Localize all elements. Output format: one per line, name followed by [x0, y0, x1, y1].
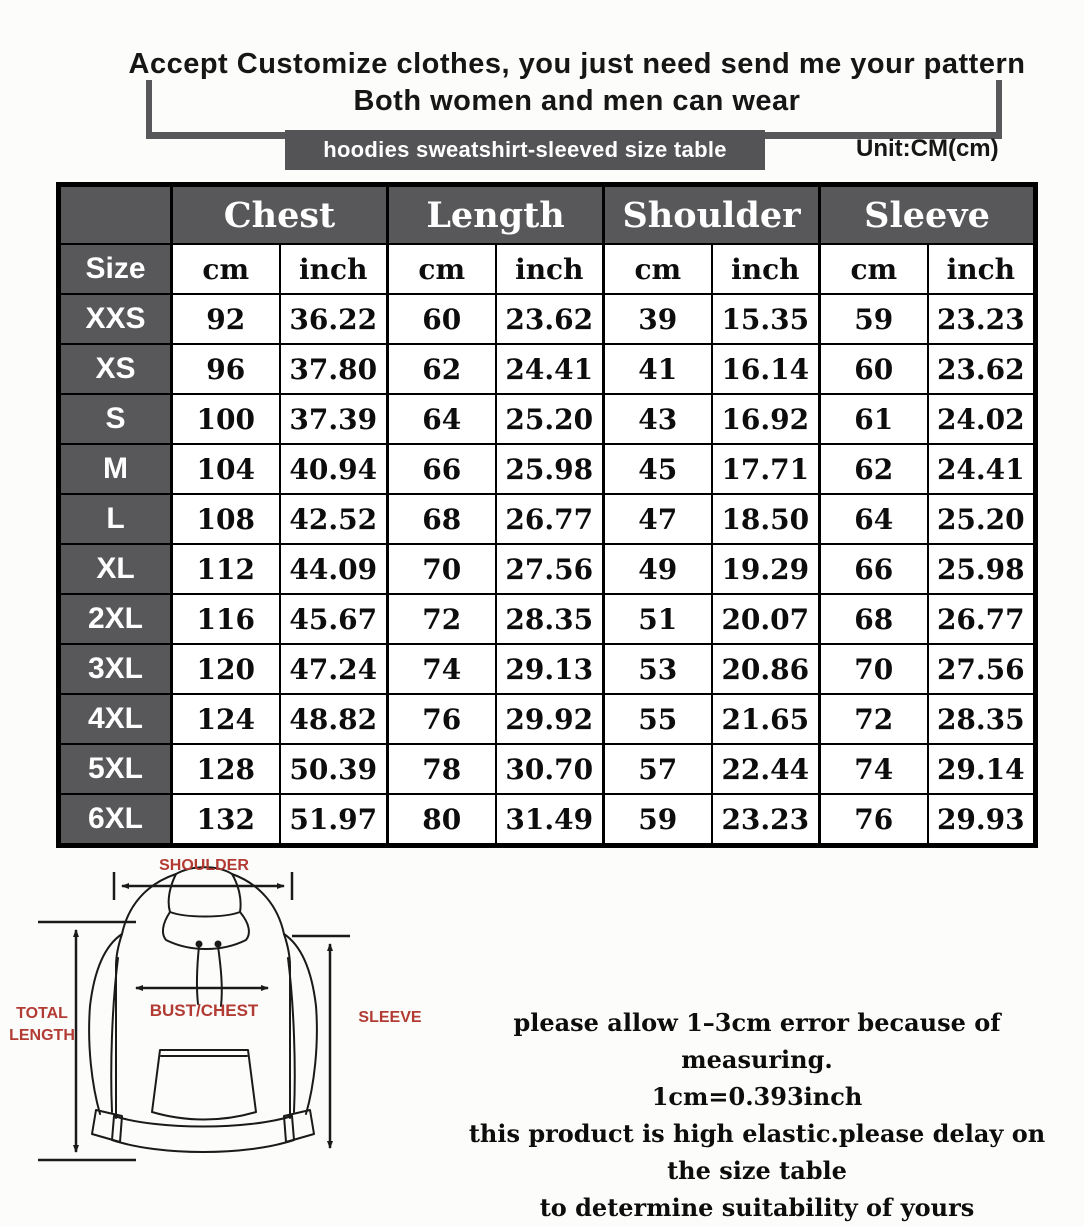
size-table-head: [59, 185, 1036, 295]
value-cell: 26.77: [496, 494, 604, 544]
table-row: [59, 794, 1036, 846]
value-cell: 96: [172, 344, 280, 394]
value-cell: 92: [172, 294, 280, 344]
size-label: 5XL: [59, 744, 172, 794]
hoodie-diagram-svg: [8, 854, 448, 1192]
footnote-line-1: please allow 1–3cm error because of measuring.: [513, 1008, 1001, 1074]
table-row: [59, 744, 1036, 794]
value-cell: 70: [388, 544, 496, 594]
value-cell: 29.92: [496, 694, 604, 744]
value-cell: 45.67: [280, 594, 388, 644]
footnote-line-2: 1cm=0.393inch: [651, 1082, 863, 1111]
value-cell: 25.98: [928, 544, 1036, 594]
value-cell: 24.41: [496, 344, 604, 394]
size-table: [56, 182, 1038, 848]
value-cell: 112: [172, 544, 280, 594]
size-header-cell: Size: [59, 244, 172, 294]
value-cell: 42.52: [280, 494, 388, 544]
value-cell: 41: [604, 344, 712, 394]
value-cell: 47: [604, 494, 712, 544]
value-cell: 45: [604, 444, 712, 494]
value-cell: 57: [604, 744, 712, 794]
value-cell: 31.49: [496, 794, 604, 846]
value-cell: 48.82: [280, 694, 388, 744]
value-cell: 104: [172, 444, 280, 494]
heading-line-2: Both women and men can wear: [353, 85, 801, 117]
group-header-shoulder: Shoulder: [604, 185, 820, 245]
unit-label: Unit:CM(cm): [856, 135, 999, 162]
value-cell: 27.56: [928, 644, 1036, 694]
value-cell: 21.65: [712, 694, 820, 744]
bust-chest-label: BUST/CHEST: [149, 1001, 259, 1020]
value-cell: 78: [388, 744, 496, 794]
value-cell: 49: [604, 544, 712, 594]
value-cell: 76: [388, 694, 496, 744]
value-cell: 124: [172, 694, 280, 744]
footnote-line-3: this product is high elastic.please delay on the size table: [468, 1119, 1046, 1185]
value-cell: 62: [820, 444, 928, 494]
value-cell: 66: [820, 544, 928, 594]
value-cell: 43: [604, 394, 712, 444]
size-table-body: [59, 294, 1036, 846]
value-cell: 29.13: [496, 644, 604, 694]
value-cell: 51: [604, 594, 712, 644]
value-cell: 20.86: [712, 644, 820, 694]
value-cell: 16.14: [712, 344, 820, 394]
value-cell: 74: [388, 644, 496, 694]
value-cell: 62: [388, 344, 496, 394]
bottom-section: [0, 854, 1084, 1226]
value-cell: 50.39: [280, 744, 388, 794]
value-cell: 44.09: [280, 544, 388, 594]
value-cell: 25.98: [496, 444, 604, 494]
value-cell: 23.23: [712, 794, 820, 846]
table-row: [59, 644, 1036, 694]
heading-block: [0, 0, 1084, 120]
value-cell: 68: [820, 594, 928, 644]
size-label: 4XL: [59, 694, 172, 744]
value-cell: 23.62: [496, 294, 604, 344]
value-cell: 64: [820, 494, 928, 544]
value-cell: 120: [172, 644, 280, 694]
value-cell: 66: [388, 444, 496, 494]
value-cell: 24.41: [928, 444, 1036, 494]
value-cell: 80: [388, 794, 496, 846]
value-cell: 23.62: [928, 344, 1036, 394]
value-cell: 59: [604, 794, 712, 846]
value-cell: 16.92: [712, 394, 820, 444]
value-cell: 61: [820, 394, 928, 444]
size-label: S: [59, 394, 172, 444]
value-cell: 39: [604, 294, 712, 344]
value-cell: 29.14: [928, 744, 1036, 794]
value-cell: 128: [172, 744, 280, 794]
size-label: M: [59, 444, 172, 494]
size-label: L: [59, 494, 172, 544]
value-cell: 27.56: [496, 544, 604, 594]
group-header-length: Length: [388, 185, 604, 245]
table-title-bar: hoodies sweatshirt-sleeved size table: [285, 130, 765, 170]
subheader-cell: cm: [388, 244, 496, 294]
value-cell: 19.29: [712, 544, 820, 594]
value-cell: 108: [172, 494, 280, 544]
table-row: [59, 444, 1036, 494]
table-row: [59, 344, 1036, 394]
value-cell: 72: [820, 694, 928, 744]
subheader-cell: inch: [712, 244, 820, 294]
value-cell: 36.22: [280, 294, 388, 344]
value-cell: 40.94: [280, 444, 388, 494]
value-cell: 26.77: [928, 594, 1036, 644]
corner-cell: [59, 185, 172, 245]
subheader-row: [59, 244, 1036, 294]
value-cell: 25.20: [496, 394, 604, 444]
value-cell: 20.07: [712, 594, 820, 644]
group-header-chest: Chest: [172, 185, 388, 245]
value-cell: 37.39: [280, 394, 388, 444]
table-row: [59, 544, 1036, 594]
value-cell: 17.71: [712, 444, 820, 494]
value-cell: 55: [604, 694, 712, 744]
total-length-label-line2: LENGTH: [9, 1027, 75, 1044]
subheader-cell: inch: [496, 244, 604, 294]
value-cell: 70: [820, 644, 928, 694]
value-cell: 53: [604, 644, 712, 694]
table-row: [59, 294, 1036, 344]
value-cell: 29.93: [928, 794, 1036, 846]
value-cell: 59: [820, 294, 928, 344]
table-row: [59, 494, 1036, 544]
title-row: [0, 130, 1084, 172]
table-row: [59, 394, 1036, 444]
group-header-row: [59, 185, 1036, 245]
size-label: XXS: [59, 294, 172, 344]
value-cell: 28.35: [928, 694, 1036, 744]
value-cell: 64: [388, 394, 496, 444]
size-label: 2XL: [59, 594, 172, 644]
shoulder-label: SHOULDER: [159, 857, 249, 874]
size-label: 6XL: [59, 794, 172, 846]
size-label: XS: [59, 344, 172, 394]
value-cell: 30.70: [496, 744, 604, 794]
value-cell: 60: [820, 344, 928, 394]
size-label: XL: [59, 544, 172, 594]
subheader-cell: inch: [928, 244, 1036, 294]
value-cell: 37.80: [280, 344, 388, 394]
subheader-cell: cm: [172, 244, 280, 294]
value-cell: 25.20: [928, 494, 1036, 544]
table-row: [59, 694, 1036, 744]
value-cell: 23.23: [928, 294, 1036, 344]
value-cell: 47.24: [280, 644, 388, 694]
value-cell: 51.97: [280, 794, 388, 846]
value-cell: 18.50: [712, 494, 820, 544]
value-cell: 132: [172, 794, 280, 846]
value-cell: 72: [388, 594, 496, 644]
total-length-label-line1: TOTAL: [16, 1005, 68, 1022]
value-cell: 76: [820, 794, 928, 846]
group-header-sleeve: Sleeve: [820, 185, 1036, 245]
size-label: 3XL: [59, 644, 172, 694]
table-row: [59, 594, 1036, 644]
heading-line-1: Accept Customize clothes, you just need send me your pattern: [128, 48, 1026, 80]
value-cell: 15.35: [712, 294, 820, 344]
subheader-cell: cm: [604, 244, 712, 294]
value-cell: 116: [172, 594, 280, 644]
measurement-diagram: [0, 854, 460, 1226]
sleeve-label: SLEEVE: [358, 1009, 422, 1026]
value-cell: 24.02: [928, 394, 1036, 444]
value-cell: 22.44: [712, 744, 820, 794]
footnote-line-4: to determine suitability of yours: [539, 1193, 975, 1222]
value-cell: 60: [388, 294, 496, 344]
subheader-cell: inch: [280, 244, 388, 294]
value-cell: 68: [388, 494, 496, 544]
value-cell: 100: [172, 394, 280, 444]
subheader-cell: cm: [820, 244, 928, 294]
footnote-block: [460, 1004, 1084, 1226]
value-cell: 74: [820, 744, 928, 794]
value-cell: 28.35: [496, 594, 604, 644]
